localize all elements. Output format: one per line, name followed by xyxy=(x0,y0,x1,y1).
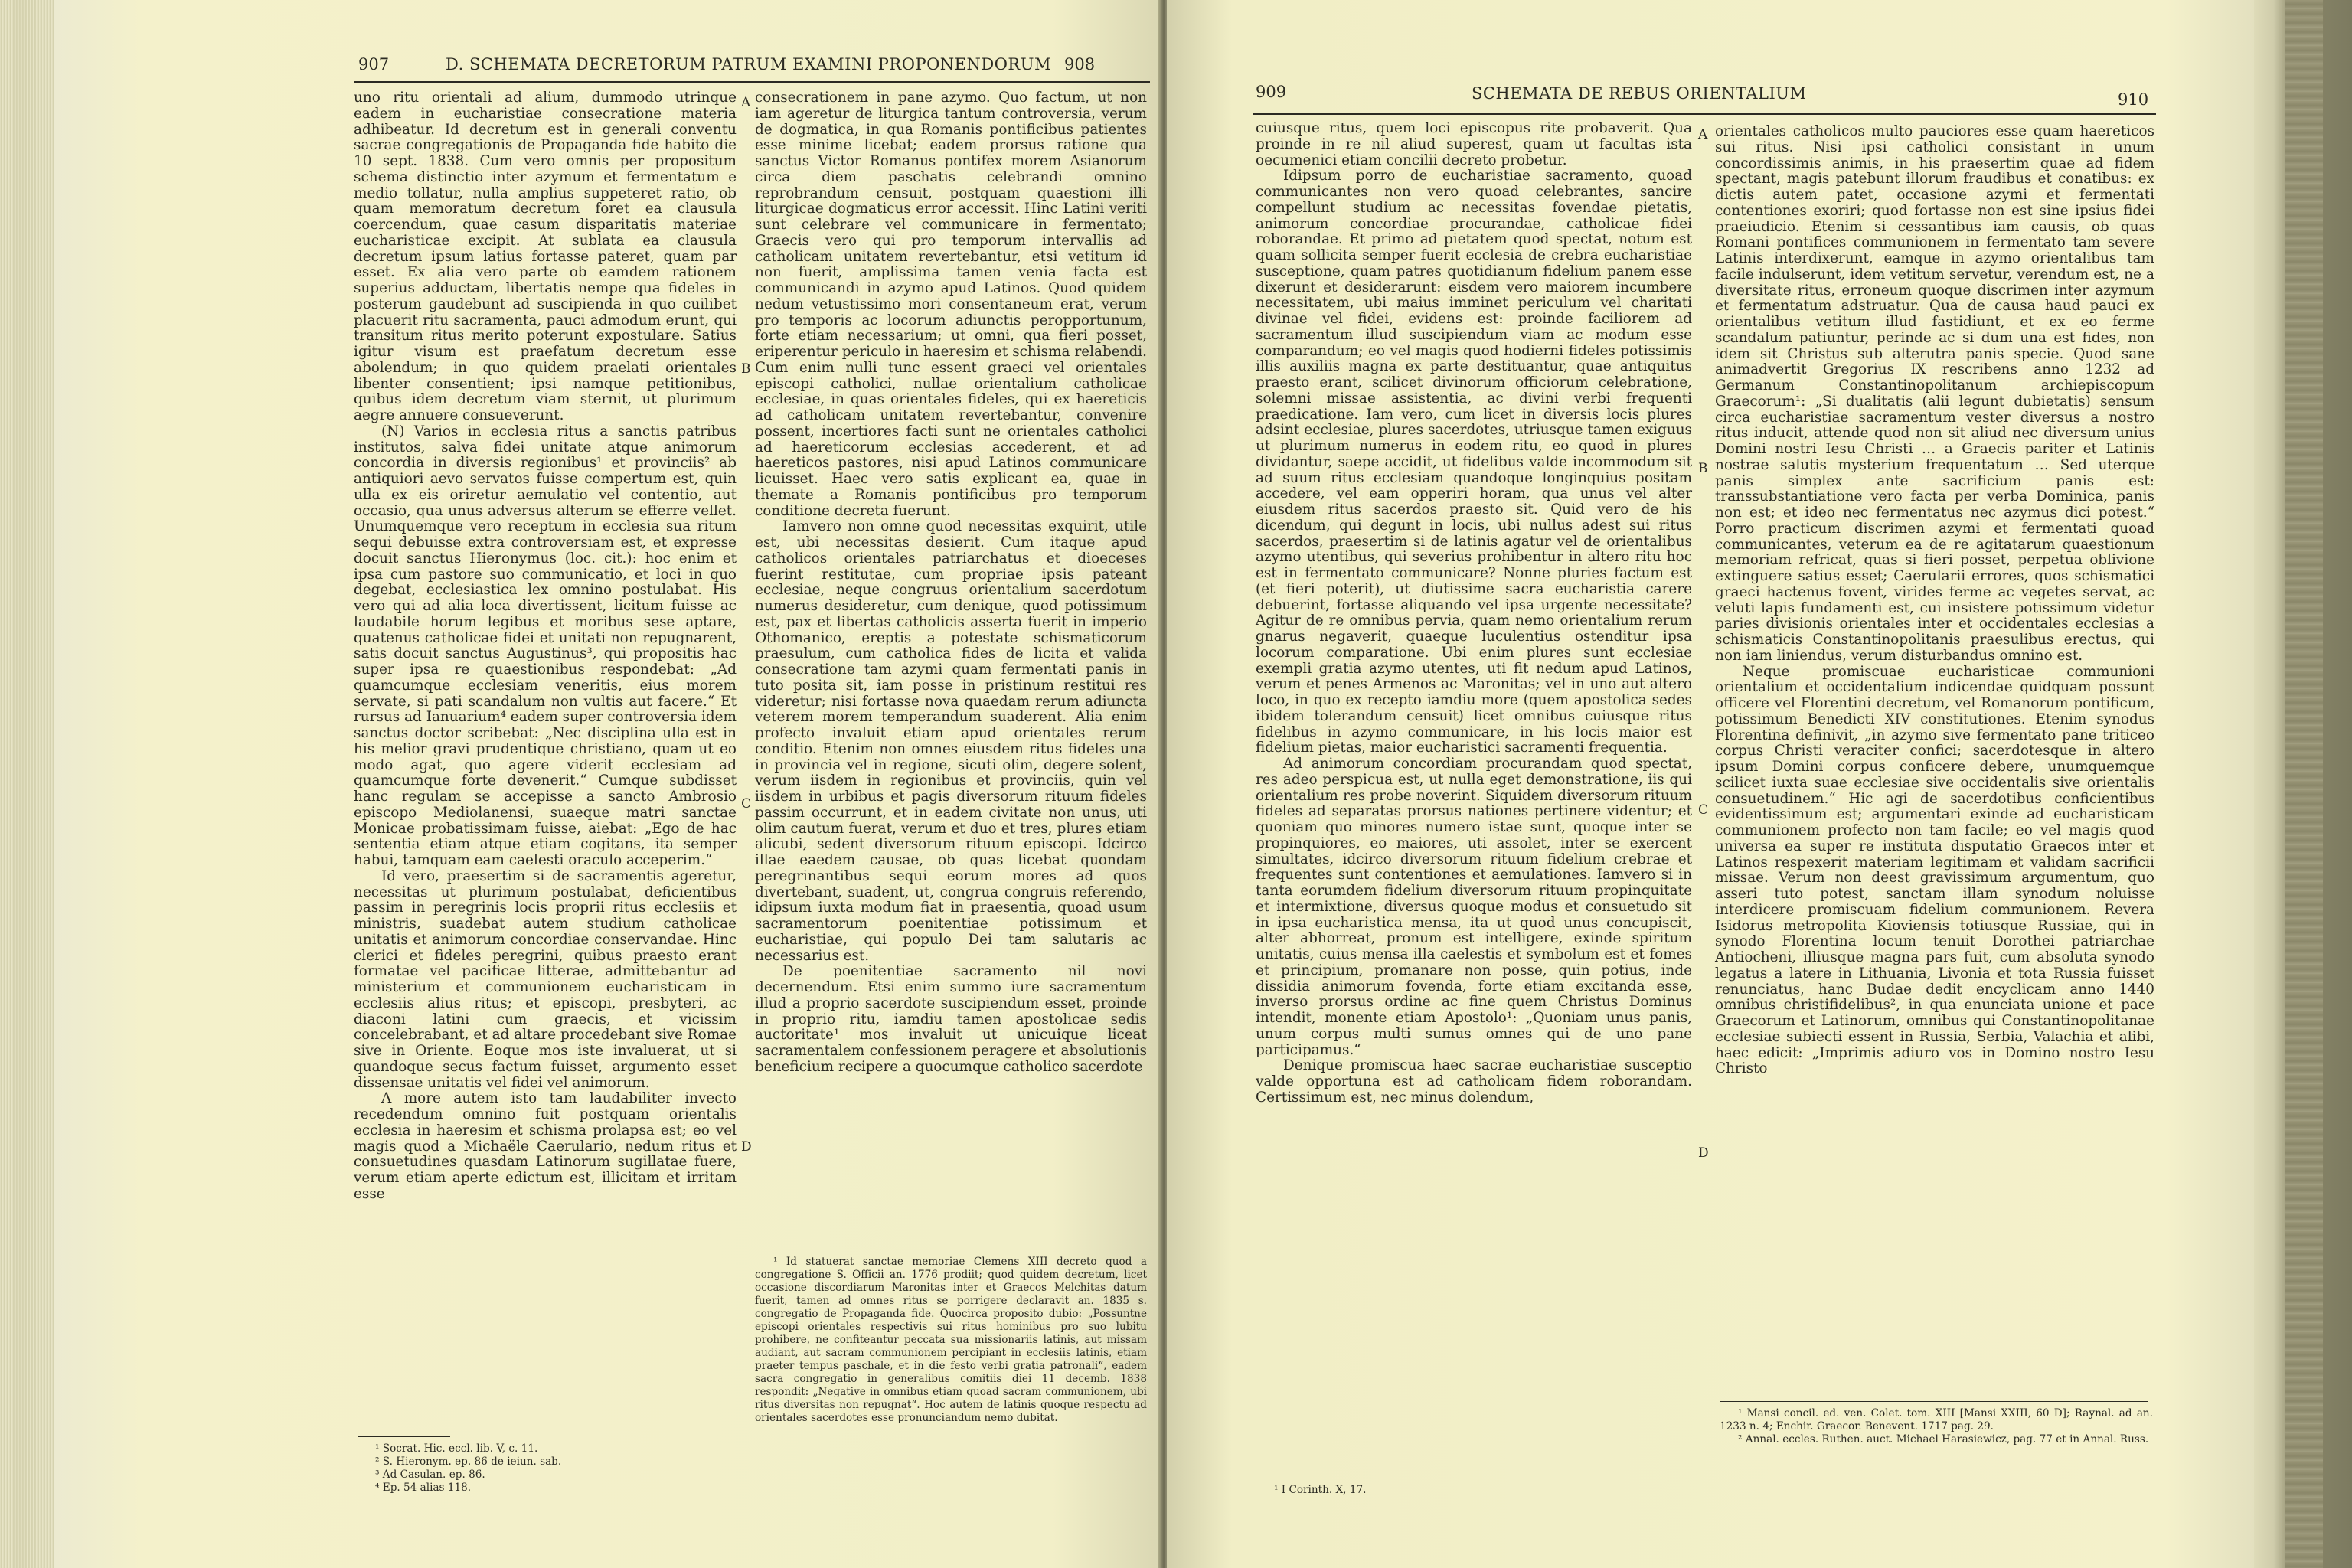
paragraph: A more autem isto tam laudabiliter invecto recedendum omnino fuit postquam orientalis ecclesia in haeresim et schisma prolapsa est; eo vel magis quod a Michaële Caerulario, nedum ritus et consuetudines quasdam Latinorum sugillatae fuere, verum etiam aperte edictum est, illicitam et irritam esse xyxy=(354,1090,737,1202)
section-marker-c: C xyxy=(1698,802,1709,818)
footnote: ¹ Id statuerat sanctae memoriae Clemens XIII decreto quod a congregatione S. Officii an. 1776 prodiit; quod quidem decretum, licet occasione discordiarum Maronitas inter et Graecos Melchitas datum fuerit, tamen ad omnes ritus se porrigere declaravit an. 1835 s. congregatio de Propaganda fide. Quocirca proposito dubio: „Possuntne episcopi orientales respectivis sui ritus hominibus pro suo lubitu prohibere, ne confiteantur peccata sua missionariis latinis, aut missam audiant, aut sacram communionem percipiant in ecclesiis latinis, etiam praeter tempus paschale, et in die festo verbi gratia patronali“, eadem sacra congregatio in generalibus comitiis diei 11 decemb. 1838 respondit: „Negative in omnibus etiam quoad sacram communionem, ubi ritus diversitas non repugnat“. Hoc autem de latinis quoque respectu ad orientales sacerdotes esse pronunciandum nemo dubitat. xyxy=(755,1256,1147,1424)
section-marker-d: D xyxy=(741,1139,752,1155)
paragraph: Denique promiscua haec sacrae eucharistiae susceptio valde opportuna est ad catholicam fidem roborandam. Certissimum est, nec minus dolendum, xyxy=(1256,1057,1692,1106)
left-page-col1-footnotes xyxy=(375,1442,727,1494)
running-head-right: SCHEMATA DE REBUS ORIENTALIUM xyxy=(1472,84,1807,103)
binding-strip xyxy=(2285,0,2323,1568)
paragraph: Id vero, praesertim si de sacramentis ageretur, necessitas ut plurimum postulabat, deficientibus passim in peregrinis locis proprii ritus ecclesiis et ministris, suadebat autem studium catholicae unitatis et animorum concordiae conservandae. Hinc clerici et fideles peregrini, quibus praesto erant formatae vel pacificae litterae, admittebantur ad ministerium et communionem eucharisticam in ecclesiis alius ritus; et episcopi, presbyteri, ac diaconi latini cum graecis, et vicissim concelebrabant, et ad altare procedebant sive Romae sive in Oriente. Eoque mos iste invaluerat, ut si quandoque secus factum fuisset, argumento esset dissensae unitatis vel fidei vel animorum. xyxy=(354,867,737,1091)
section-marker-c: C xyxy=(741,796,752,812)
page-edges-left xyxy=(0,0,54,1568)
page-number-908: 908 xyxy=(1064,55,1096,74)
right-page-col2-footnotes xyxy=(1720,1407,2153,1446)
left-page-col2-footnote xyxy=(755,1256,1147,1425)
paragraph: consecrationem in pane azymo. Quo factum, ut non iam ageretur de liturgica tantum controversia, verum de dogmatica, in qua Romanis pontificibus patientes esse minime licebat; eadem prorsus ratione qua sanctus Victor Romanus pontifex morem Asianorum circa diem paschatis celebrandi omnino reprobrandum censuit, postquam quaestioni illi liturgicae dogmaticus error accessit. Hinc Latini veriti sunt celebrare vel communicare in fermentato; Graecis vero qui pro temporum intervallis ad catholicam unitatem revertebantur, etsi vetitum id non fuerit, amplissima tamen venia facta est communicandi in azymo apud Latinos. Quod quidem nedum vetustissimo mori consentaneum erat, verum pro temporis ac locorum adiunctis peropportunum, forte etiam necessarium; ut omni, qua fieri posset, eriperentur periculo in haeresim et schisma relabendi. Cum enim nulli tunc essent graeci vel orientales episcopi catholici, nullae orientalium catholicae ecclesiae, in quas orientales fideles, qui ex haereticis ad catholicam unitatem revertebantur, convenire possent, incertiores facti sunt ne orientales catholici ad haereticorum ecclesias accederent, et ad haereticos pastores, nisi apud Latinos communicare licuisset. Haec vero satis explicant ea, quae in themate a Romanis pontificibus pro temporum conditione decreta fuerunt. xyxy=(755,90,1147,519)
section-marker-a: A xyxy=(1698,127,1708,142)
section-marker-d: D xyxy=(1698,1145,1709,1161)
footnote-rule xyxy=(1720,1401,2148,1402)
footnote-rule xyxy=(358,1436,450,1437)
paragraph: orientales catholicos multo pauciores esse quam haereticos sui ritus. Nisi ipsi catholici consistant in unum concordissimis animis, in his praesertim quae ad fidem spectant, magis patebunt illorum fraudibus et conatibus: ex dictis autem patet, occasione azymi et fermentati contentiones exoriri; quod fortasse non est sine ipsius fidei praeiudicio. Etenim si cessantibus iam causis, ob quas Romani pontifices communionem in fermentato tam severe Latinis interdixerunt, eamque in azymo orientalibus tam facile indulserunt, idem vetitum servetur, verendum est, ne a diversitate ritus, erroneum quoque discrimen inter azymum et fermentatum adstruatur. Qua de causa haud pauci ex orientalibus vetitum illud fastidiunt, et ex eo ferme scandalum patiuntur, perinde ac si dum una est fides, non idem sit Christus sub alterutra panis specie. Quod sane animadvertit Gregorius IX rescribens anno 1232 ad Germanum Constantinopolitanum archiepiscopum Graecorum¹: „Si dualitatis (alii legunt dubietatis) sensum circa eucharistiae sacramentum vester diversus a nostro ritus inducit, attende quod non sit aliud nec diversum unius Domini nostri Iesu Christi … a Graecis pariter et Latinis nostrae salutis mysterium frequentatum … Sed uterque panis simplex ante sacrificium panis est: transsubstantiatione vero facta per verba Dominica, panis non est; et ideo nec fermentatus nec azymus dici potest.“ Porro practicum discrimen azymi et fermentati quoad communicantes, veterum ea de re agitatarum quaestionum memoriam refricat, quas si fieri posset, perpetua oblivione extinguere satius esset; Caerularii errores, quos schismatici graeci hactenus fovent, virides ferme ac vegetes servat, ac veluti lapis fundamenti est, cui insistere potissimum videtur paries divisionis orientales inter et occidentales ecclesias a schismaticis Constantinopolitanis praesulibus erectus, qui non iam liniendus, verum disturbandus omnino est. xyxy=(1715,123,2154,664)
paragraph: Ad animorum concordiam procurandam quod spectat, res adeo perspicua est, ut nulla eget demonstratione, iis qui orientalium res probe noverint. Siquidem diversorum rituum fideles ad separatas prorsus nationes pertinere videntur; et quoniam quo minores numero istae sunt, quoque inter se propinquiores, eo maiores, uti assolet, inter se exercent simultates, idcirco diversorum rituum fidelium crebrae et frequentes sunt contentiones et aemulationes. Iamvero si in tanta eorumdem fidelium diversorum rituum propinquitate et intermixtione, diversus quoque modus et consuetudo sit in ipsa eucharistica mensa, ita ut quod unus concupiscit, alter abhorreat, pronum est intelligere, exinde spiritum unitatis, cuius mensa illa caelestis et symbolum est et fomes et principium, promanare non posse, quin potius, inde dissidia animorum fovenda, forte etiam excitanda esse, inverso prorsus ordine ac fine quem Christus Dominus intendit, monente etiam Apostolo¹: „Quoniam unus panis, unum corpus multi sumus omnes qui de uno pane participamus.“ xyxy=(1256,756,1692,1058)
footnote: ¹ I Corinth. X, 17. xyxy=(1274,1484,1367,1496)
paragraph: De poenitentiae sacramento nil novi decernendum. Etsi enim summo iure sacramentum illud a proprio sacerdote suscipiendum esset, proinde in proprio ritu, iamdiu tamen apostolicae sedis auctoritate¹ mos invaluit ut unicuique liceat sacramentalem confessionem peragere et absolutionis beneficium recipere a quocumque catholico sacerdote xyxy=(755,963,1147,1075)
left-page-column-1 xyxy=(354,90,737,1203)
footnote: ¹ Socrat. Hic. eccl. lib. V, c. 11. xyxy=(375,1442,538,1455)
page-number-910: 910 xyxy=(2118,90,2149,109)
footnote: ³ Ad Casulan. ep. 86. xyxy=(375,1468,485,1481)
paragraph: (N) Varios in ecclesia ritus a sanctis patribus institutos, salva fidei unitate atque animorum concordia in diversis regionibus¹ et provinciis² ab antiquiori aevo servatos fuisse compertum est, quin ulla ex eis oriretur aemulatio vel contentio, aut occasio, qua unus adversus alterum se efferre vellet. Unumquemque vero receptum in ecclesia sua ritum sequi debuisse extra controversiam est, et expresse docuit sanctus Hieronymus (loc. cit.): hoc enim et ipsa cum pastore suo communicatio, et loci in quo degebat, ecclesiastica lex omnino postulabat. His vero qui ad alia loca divertissent, licitum fuisse ac laudabile horum legibus et moribus sese aptare, quatenus catholicae fidei et unitati non repugnarent, satis docuit sanctus Augustinus³, qui propositis hac super ipsa re quaestionibus respondebat: „Ad quamcumque ecclesiam veneritis, eius morem servate, si pati scandalum non vultis aut facere.“ Et rursus ad Ianuarium⁴ eadem super controversia idem sanctus doctor scribebat: „Nec disciplina ulla est in his melior gravi prudentique christiano, quam ut eo modo agat, quo agere viderit ecclesiam ad quamcumque forte devenerit.“ Cumque subdisset hanc regulam se accepisse a sancto Ambrosio episcopo Mediolanensi, suaeque matri sanctae Monicae probatissimam fuisse, aiebat: „Ego de hac sententia etiam atque etiam cogitans, ita semper habui, tamquam eam caelesti oraculo acceperim.“ xyxy=(354,423,737,868)
left-page xyxy=(54,0,1164,1568)
running-head-left: D. SCHEMATA DECRETORUM PATRUM EXAMINI PROPONENDORUM xyxy=(446,55,1051,74)
page-number-907: 907 xyxy=(358,55,390,74)
right-page-column-1 xyxy=(1256,121,1692,1106)
footnote: ¹ Mansi concil. ed. ven. Colet. tom. XIII [Mansi XXIII, 60 D]; Raynal. ad an. 1233 n. 4; Enchir. Graecor. Benevent. 1717 pag. 29. xyxy=(1720,1407,2153,1432)
page-number-909: 909 xyxy=(1256,83,1287,101)
footnote: ² S. Hieronym. ep. 86 de ieiun. sab. xyxy=(375,1455,562,1468)
left-page-column-2 xyxy=(755,90,1147,1076)
head-rule xyxy=(1253,113,2156,115)
right-page-column-2 xyxy=(1715,124,2154,1077)
right-page xyxy=(1167,0,2254,1568)
page-edges-right xyxy=(2254,0,2352,1568)
paragraph: Iamvero non omne quod necessitas exquirit, utile est, ubi necessitas desierit. Cum itaque apud catholicos orientales patriarchatus et dioeceses fuerint restitutae, cum propriae ipsis pateant ecclesiae, neque congruus orientalium sacerdotum numerus desideretur, cum denique, quod potissimum est, pax et libertas catholicis asserta fuerit in imperio Othomanico, ereptis a potestate schismaticorum praesulum, cum catholica fides de licita et valida consecratione tam azymi quam fermentati panis in tuto posita sit, iam posse in pristinum restitui res videretur; nisi fortasse nova quaedam rerum adiuncta veterem morem temperandum suaderent. Alia enim profecto invaluit etiam apud orientales rerum conditio. Etenim non omnes eiusdem ritus fideles una in provincia vel in regione, sicuti olim, degere solent, verum iisdem in regionibus et provinciis, quin vel iisdem in urbibus et pagis diversorum rituum fideles passim occurrunt, et in eadem civitate non unus, uti olim cautum fuerat, verum et duo et tres, plures etiam alicubi, sedent diversorum rituum episcopi. Idcirco illae eaedem causae, ob quas licebat quondam peregrinantibus sequi eorum mores ad quos divertebant, suadent, ut, congrua congruis referendo, idipsum iuxta modum fiat in praesentia, quoad usum sacramentorum poenitentiae potissimum et eucharistiae, qui populo Dei tam salutaris ac necessarius est. xyxy=(755,518,1147,964)
paragraph: cuiusque ritus, quem loci episcopus rite probaverit. Qua proinde in re nil aliud superest, quam ut facultas ista oecumenici etiam concilii decreto probetur. xyxy=(1256,120,1692,168)
section-marker-b: B xyxy=(741,361,751,377)
paragraph: Neque promiscuae eucharisticae communioni orientalium et occidentalium indicendae quidquam possunt officere vel Florentini decretum, vel Romanorum pontificum, potissimum Benedicti XIV constitutiones. Etenim synodus Florentina definivit, „in azymo sive fermentato pane triticeo corpus Christi veraciter confici; sacerdotesque in altero ipsum Domini corpus conficere debere, unumquemque scilicet iuxta suae ecclesiae sive occidentalis sive orientalis consuetudinem.“ Hic agi de sacerdotibus conficientibus evidentissimum est; argumentari exinde ad eucharisticam communionem profecto non tam facile; eo vel magis quod universa ea super re instituta disputatio Graecos inter et Latinos respexerit materiam legitimam et validam sacrificii missae. Verum non deest gravissimum argumentum, quo asseri tuto potest, sanctam illam synodum noluisse interdicere promiscuam fidelium communionem. Revera Isidorus metropolita Kioviensis totiusque Russiae, qui in synodo Florentina locum tenuit Dorothei patriarchae Antiocheni, illiusque magna pars fuit, cum absoluta synodo legatus a latere in Lithuania, Livonia et tota Russia fuisset renunciatus, hanc Budae dedit encyclicam anno 1440 omnibus christifidelibus², in qua enunciata unione et pace Graecorum et Latinorum, omnibus qui Constantinopolitanae ecclesiae subiecti essent in Russia, Serbia, Valachia et alibi, haec edicit: „Imprimis adiuro vos in Domino nostro Iesu Christo xyxy=(1715,663,2154,1077)
footnote: ⁴ Ep. 54 alias 118. xyxy=(375,1481,472,1494)
section-marker-a: A xyxy=(741,95,751,110)
section-marker-b: B xyxy=(1698,461,1708,476)
paragraph: Idipsum porro de eucharistiae sacramento, quoad communicantes non vero quoad celebrantes, sancire compellunt studium ac necessitas fovendae pietatis, animorum concordiae procurandae, catholicae fidei roborandae. Et primo ad pietatem quod spectat, notum est quam sollicita semper fuerit ecclesia de crebra eucharistiae susceptione, quam patres quotidianum fidelium panem esse dixerunt et desiderarunt: eisdem vero maiorem incumbere necessitatem, ubi maius imminet periculum vel charitati divinae vel fidei, evidens est: proinde faciliorem ad sacramentum illud suscipiendum viam ac modum esse comparandum; eo vel magis quod hodierni fideles potissimis illis auxiliis magna ex parte destituantur, quae antiquitus praesto erant, scilicet divinorum officiorum celebratione, solemni missae assistentia, ac divini verbi frequenti praedicatione. Iam vero, cum licet in diversis locis plures adsint ecclesiae, plures sacerdotes, utriusque tamen exiguus ut plurimum numerus in eodem ritu, eo quod in plures dividantur, saepe accidit, ut fidelibus valde incommodum sit ad suum ritus ecclesiam quandoque longinquius positam accedere, vel eam opperiri horam, qua unus vel alter eiusdem ritus sacerdos praesto sit. Quid vero de his dicendum, qui degunt in locis, ubi nullus adest sui ritus sacerdos, praesertim si de latinis agatur vel de orientalibus azymo utentibus, qui severius prohibentur in altero ritu hoc est in fermentato communicare? Nonne pluries factum est (et fieri poterit), ut diutissime sacra eucharistia carere debuerint, fortasse aliquando vel ipsa urgente necessitate? Agitur de re omnibus pervia, quam nemo orientalium rerum gnarus negaverit, quaeque luculentius ostenditur ipsa locorum comparatione. Ubi enim plures sunt ecclesiae exempli gratia azymo utentes, uti fit nedum apud Latinos, verum et penes Armenos ac Maronitas; vel in uno aut altero loco, in quo ex recepto iamdiu more (quem apostolica sedes ibidem tolerandum censuit) licet omnibus cuiusque ritus fidelibus in azymo communicare, in his locis maior est fidelium pietas, maior eucharistici sacramenti frequentia. xyxy=(1256,168,1692,756)
head-rule xyxy=(354,81,1150,83)
right-page-col1-footnote xyxy=(1274,1484,1687,1497)
footnote: ² Annal. eccles. Ruthen. auct. Michael Harasiewicz, pag. 77 et in Annal. Russ. xyxy=(1738,1433,2149,1446)
paragraph: uno ritu orientali ad alium, dummodo utrinque eadem in eucharistiae consecratione materia adhibeatur. Id decretum est in generali conventu sacrae congregationis de Propaganda fide habito die 10 sept. 1838. Cum vero omnis per propositum schema distinctio inter azymum et fermentatum e medio tollatur, nulla amplius suppeteret ratio, ob quam memoratum decretum foret ea clausula coercendum, quae casum disparitatis materiae eucharisticae excipit. At sublata ea clausula decretum ipsum latius fortasse pateret, quam par esset. Ex alia vero parte ob eamdem rationem superius adductam, libertatis nempe qua fideles in posterum gaudebunt ad suscipienda in quo cuilibet placuerit ritu sacramenta, pauci admodum erunt, qui transitum ritus merito poterunt expostulare. Satius igitur visum est praefatum decretum esse abolendum; in quo quidem praelati orientales libenter consentient; ipsi namque petitionibus, quibus idem decretum viam sternit, ut plurimum aegre annuere consueverunt. xyxy=(354,90,737,423)
